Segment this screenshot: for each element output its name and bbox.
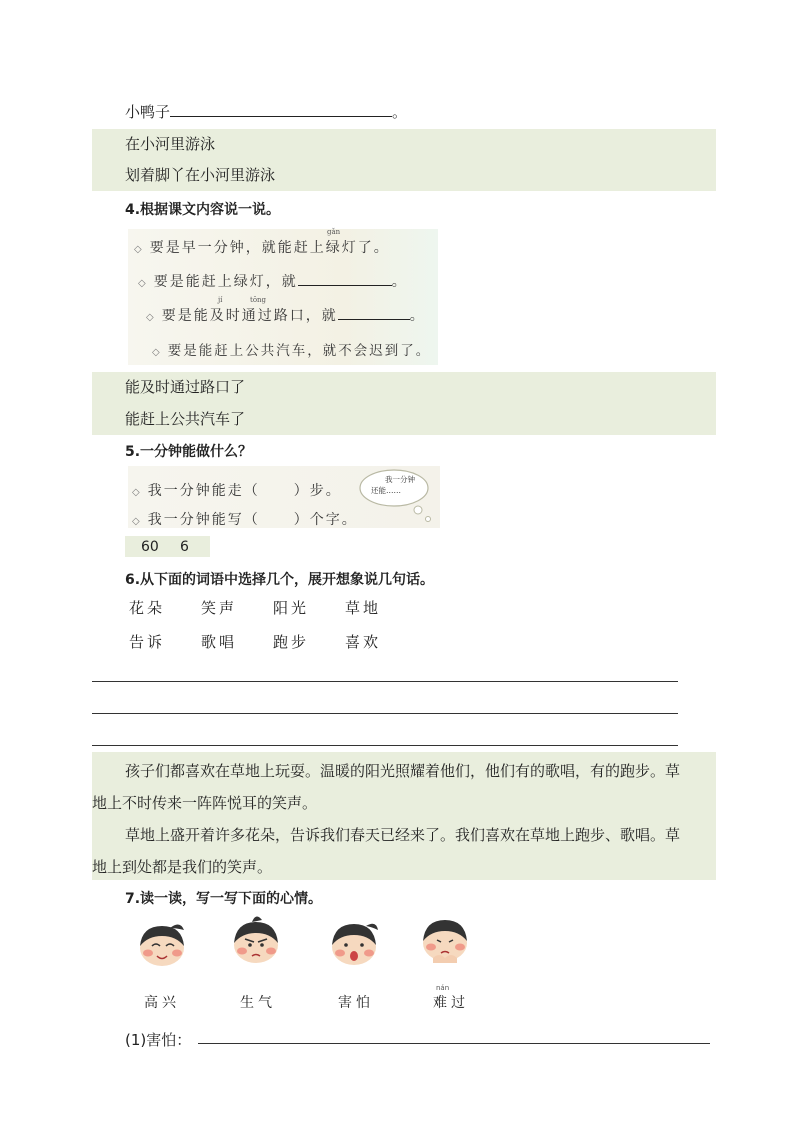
mood-pinyin: nán bbox=[436, 984, 450, 992]
q4-title: 4.根据课文内容说一说。 bbox=[125, 202, 281, 218]
mood-label: 难过 bbox=[433, 995, 469, 1011]
q7-item-1: (1)害怕： bbox=[125, 1031, 192, 1049]
q6-word: 草地 bbox=[345, 599, 382, 617]
q5-title: 5.一分钟能做什么？ bbox=[125, 444, 253, 460]
q6-title: 6.从下面的词语中选择几个，展开想象说几句话。 bbox=[125, 572, 435, 588]
q6-answer-1: 孩子们都喜欢在草地上玩耍。温暖的阳光照耀着他们，他们有的歌唱，有的跑步。草 地上不时传来一阵阵悦耳的笑声。 bbox=[92, 752, 716, 816]
q6-answer-2: 草地上盛开着许多花朵，告诉我们春天已经来了。我们喜欢在草地上跑步、歌唱。草 地上到处都是我们的笑声。 bbox=[92, 816, 716, 880]
q6-writing-line[interactable] bbox=[92, 745, 678, 746]
q3-prompt: 小鸭子 。 bbox=[125, 103, 408, 121]
q6-word: 跑步 bbox=[273, 633, 310, 651]
q4-answer-2: 能赶上公共汽车了 bbox=[92, 403, 716, 435]
q6-writing-line[interactable] bbox=[92, 713, 678, 714]
q4-line-2: ◇ 要是能赶上绿灯，就 。 bbox=[138, 274, 408, 290]
angry-face-icon bbox=[228, 914, 284, 964]
q6-writing-line[interactable] bbox=[92, 681, 678, 682]
happy-face-icon bbox=[134, 918, 190, 968]
q3-answer-2: 划着脚丫在小河里游泳 bbox=[92, 160, 716, 191]
q6-word: 阳光 bbox=[273, 599, 310, 617]
q3-answer-line[interactable] bbox=[170, 102, 392, 117]
q6-word: 花朵 bbox=[129, 599, 166, 617]
q6-word: 喜欢 bbox=[345, 633, 382, 651]
q3-answer-1: 在小河里游泳 bbox=[92, 129, 716, 160]
mood-label: 生气 bbox=[240, 995, 276, 1011]
q4-line-1: ◇ 要是早一分钟，就能赶上绿灯了。 gǎn bbox=[134, 228, 390, 256]
q4-blank-1[interactable] bbox=[298, 273, 392, 286]
q7-title: 7.读一读，写一写下面的心情。 bbox=[125, 891, 323, 907]
q5-line-1: ◇ 我一分钟能走（ ）步。 bbox=[132, 483, 342, 499]
q5-answer: 60 6 bbox=[125, 536, 210, 557]
q7-item-1-answer-line[interactable] bbox=[198, 1043, 710, 1044]
diamond-bullet-icon: ◇ bbox=[138, 278, 146, 289]
q4-line-4: ◇ 要是能赶上公共汽车，就不会迟到了。 bbox=[152, 343, 432, 359]
diamond-bullet-icon: ◇ bbox=[134, 244, 142, 255]
q4-line-3: ◇ 要是能及时通过路口，就 。 jí tōng bbox=[146, 296, 426, 324]
diamond-bullet-icon: ◇ bbox=[146, 312, 154, 323]
thought-bubble-text: 我一分钟 还能…… bbox=[371, 475, 415, 495]
diamond-bullet-icon: ◇ bbox=[152, 347, 160, 358]
mood-label: 害怕 bbox=[338, 995, 374, 1011]
sad-face-icon bbox=[417, 914, 473, 964]
scared-face-icon bbox=[326, 916, 382, 966]
q5-line-2: ◇ 我一分钟能写（ ）个字。 bbox=[132, 512, 358, 528]
mood-label: 高兴 bbox=[144, 995, 180, 1011]
q6-word: 笑声 bbox=[201, 599, 238, 617]
q4-blank-2[interactable] bbox=[338, 307, 410, 320]
q4-answer-1: 能及时通过路口了 bbox=[92, 372, 716, 403]
diamond-bullet-icon: ◇ bbox=[132, 516, 140, 527]
q6-word: 歌唱 bbox=[201, 633, 238, 651]
q6-word: 告诉 bbox=[129, 633, 166, 651]
diamond-bullet-icon: ◇ bbox=[132, 487, 140, 498]
